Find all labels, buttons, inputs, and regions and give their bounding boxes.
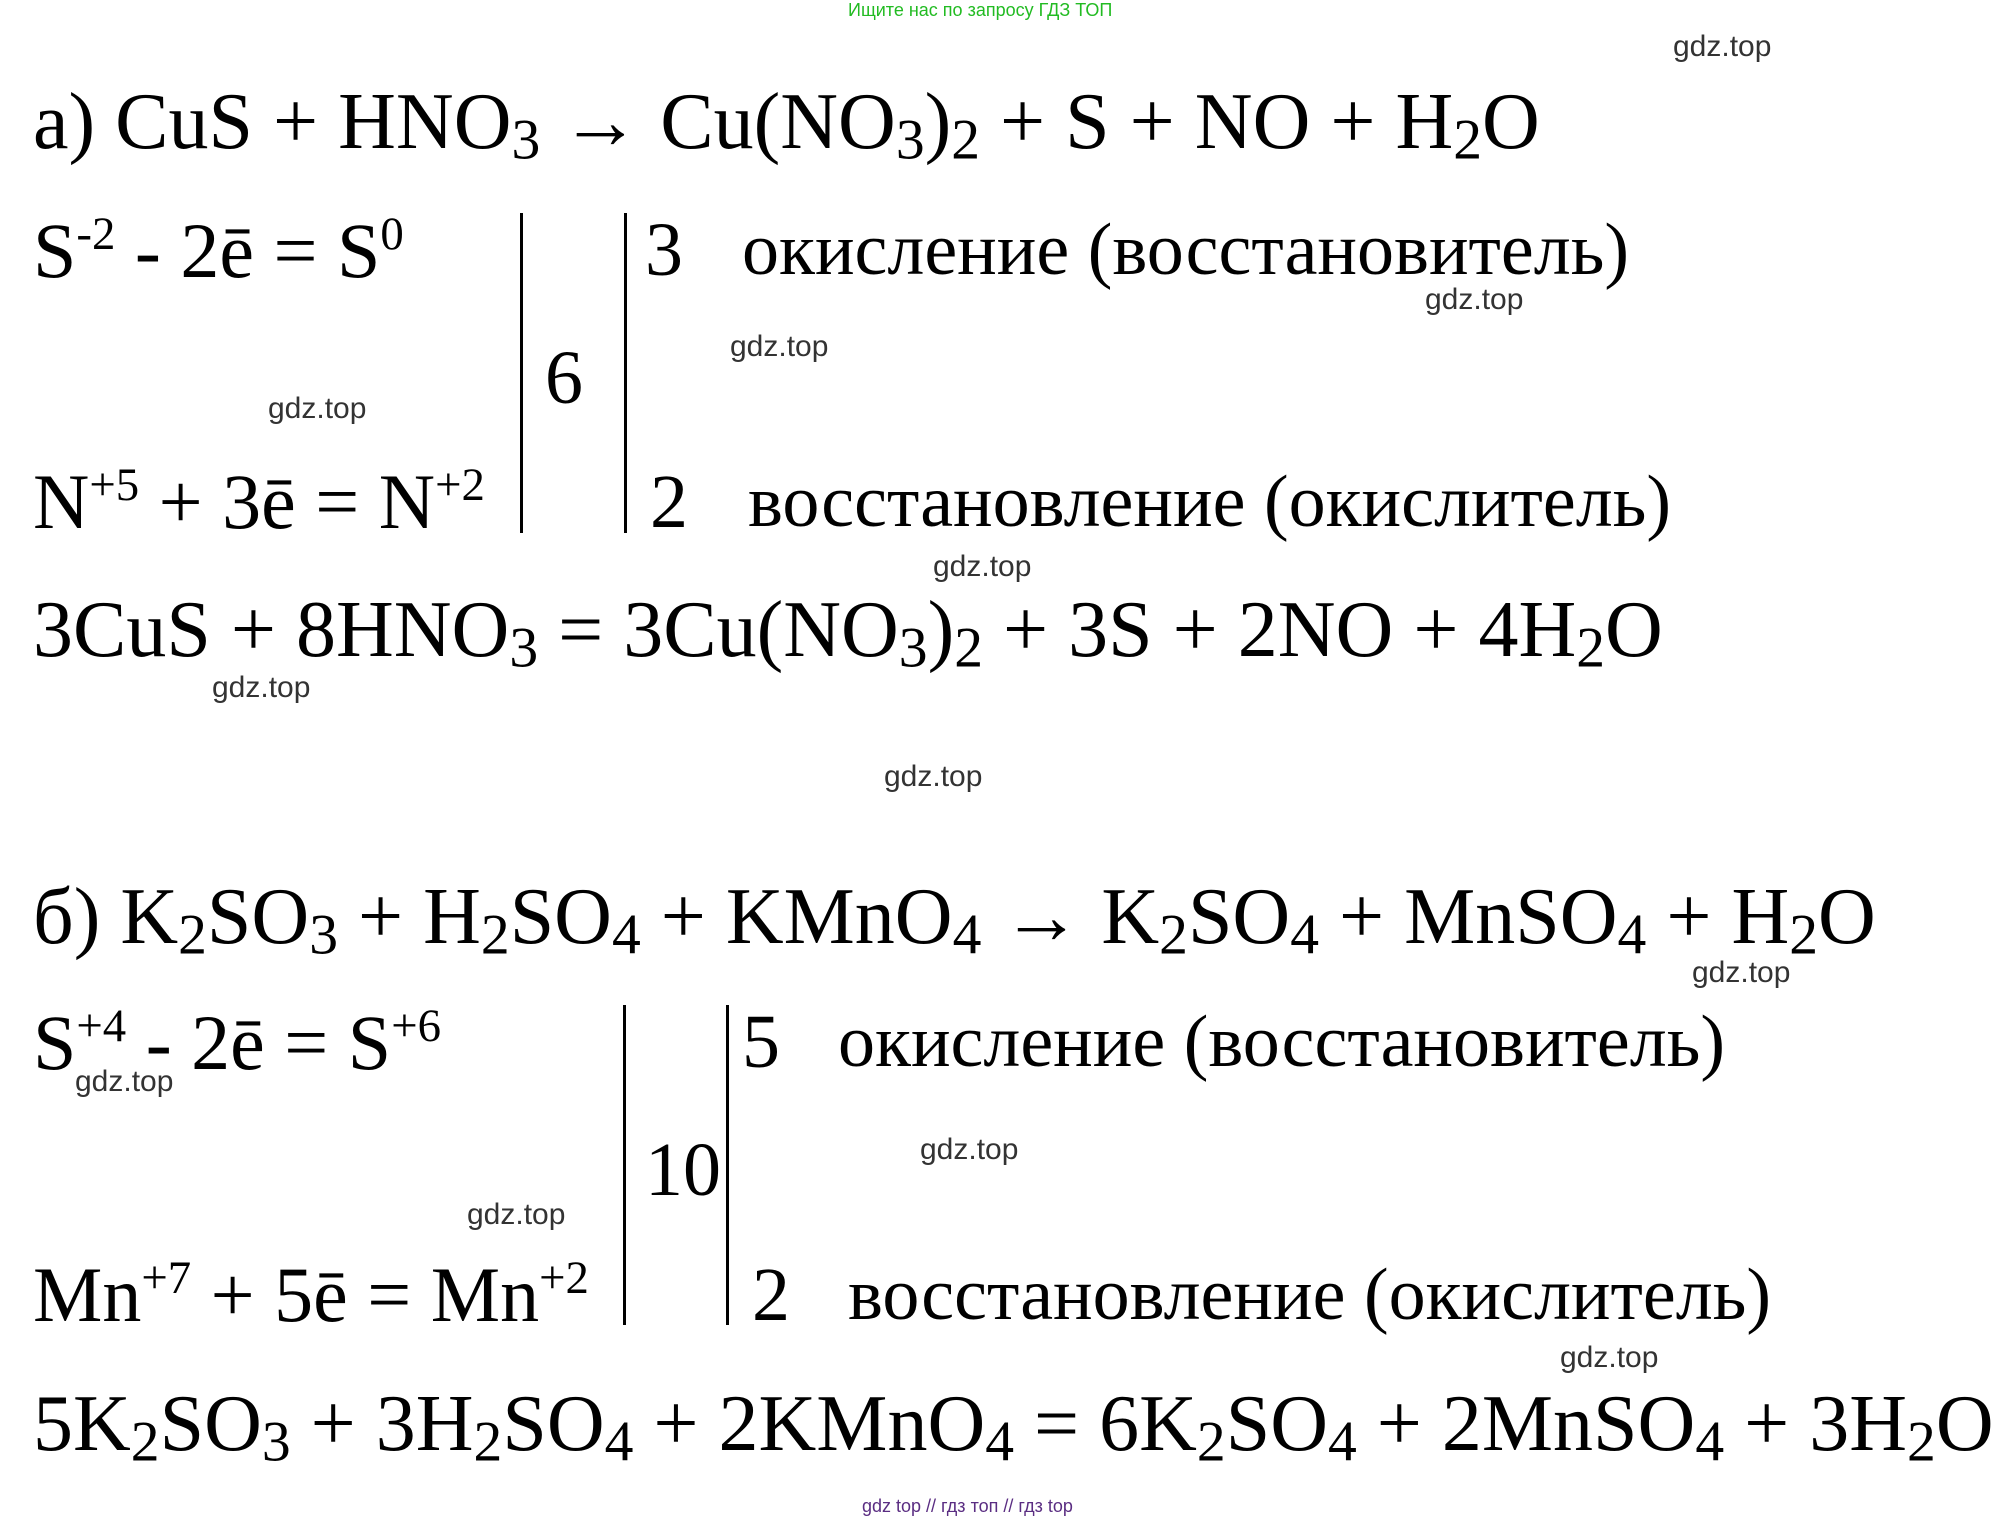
part-b-process-1: окисление (восстановитель)	[838, 1001, 1726, 1083]
part-a-divider-2	[624, 213, 627, 533]
watermark: gdz.top	[75, 1065, 174, 1098]
watermark: gdz.top	[268, 392, 367, 425]
part-b-scheme: б) $K_2SO_3 + H_2SO_4$ + KMnO$_4$ → $K_2SO_4$ + MnSO$_4$ + $H_2O$	[33, 873, 1876, 967]
part-b-process-2: восстановление (окислитель)	[848, 1254, 1772, 1336]
part-a-label: а)	[33, 78, 96, 166]
watermark: gdz.top	[920, 1133, 1019, 1166]
watermark: gdz.top	[933, 550, 1032, 583]
part-a-half-reaction-1: $S^{-2}$ - 2ē = $S^0$	[33, 207, 404, 294]
watermark: gdz.top	[884, 760, 983, 793]
part-b-divider-1	[623, 1005, 626, 1325]
part-a-scheme: а) CuS + $HNO_3 \to Cu(NO_3)_2 + S$ + NO + $H_2O$	[33, 78, 1540, 172]
watermark: gdz.top	[730, 330, 829, 363]
part-b-balanced-equation: $5K_2SO_3 + 3H_2SO_4$ + 2KMnO$_4$ = $6K_2SO_4$ + 2MnSO$_4$ + $3H_2O$	[33, 1380, 1994, 1474]
part-a-half-reaction-2: $N^{+5}$ + 3ē = $N^{+2}$	[33, 458, 485, 545]
part-a-divider-1	[520, 213, 523, 533]
watermark: gdz.top	[1673, 30, 1772, 63]
watermark: gdz.top	[1692, 956, 1791, 989]
footer-note: gdz top // гдз топ // гдз top	[862, 1496, 1073, 1516]
part-b-label: б)	[33, 873, 101, 961]
part-b-half-reaction-1: $S^{+4}$ - 2ē = $S^{+6}$	[33, 999, 441, 1086]
part-b-lcm: 10	[645, 1128, 721, 1212]
part-b-factor-2: 2	[752, 1253, 790, 1337]
part-a-balanced-equation: $3CuS + 8HNO_3 = 3Cu(NO_3)_2 + 3S + 2NO + 4H_2O$	[33, 586, 1663, 680]
watermark: gdz.top	[467, 1198, 566, 1231]
part-a-factor-2: 2	[650, 460, 688, 544]
part-b-half-reaction-2: $Mn^{+7}$ + 5ē = $Mn^{+2}$	[33, 1251, 589, 1338]
part-a-lcm: 6	[545, 336, 583, 420]
header-note: Ищите нас по запросу ГДЗ ТОП	[848, 0, 1113, 20]
watermark: gdz.top	[212, 671, 311, 704]
part-a-process-1: окисление (восстановитель)	[742, 209, 1630, 291]
watermark: gdz.top	[1425, 283, 1524, 316]
part-a-process-2: восстановление (окислитель)	[748, 461, 1672, 543]
part-b-factor-1: 5	[742, 1000, 780, 1084]
part-a-factor-1: 3	[645, 208, 683, 292]
watermark: gdz.top	[1560, 1341, 1659, 1374]
part-b-divider-2	[726, 1005, 729, 1325]
